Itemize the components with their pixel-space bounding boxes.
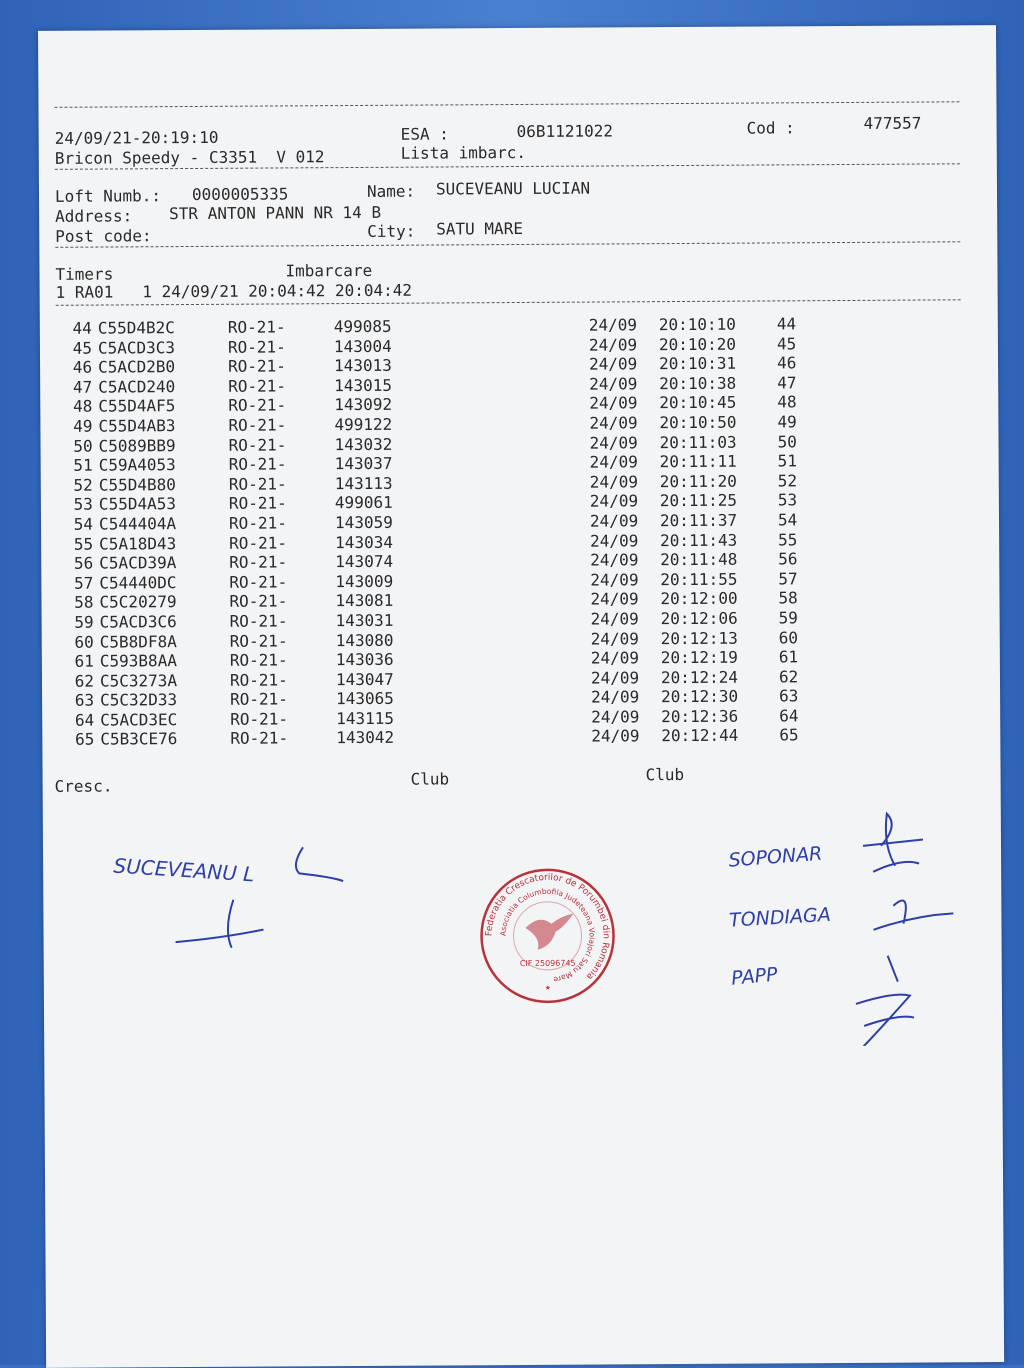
ring-prefix: RO-21- (228, 513, 287, 533)
arrival-time: 20:12:13 (660, 628, 738, 648)
row-index-right: 50 (777, 431, 797, 451)
ring-prefix: RO-21- (230, 728, 289, 749)
arrival-date: 24/09 (591, 707, 640, 727)
row-index: 52 (73, 475, 93, 495)
chip-id: C5B8DF8A (99, 631, 177, 652)
loft-label: Loft Numb.: (54, 186, 162, 206)
arrival-time: 20:12:30 (661, 686, 739, 707)
row-index-right: 44 (776, 314, 797, 334)
chip-id: C54440DC (99, 572, 177, 593)
stamp-outer-text: Federatia Crescatorilor de Porumbei din Romania (484, 872, 611, 982)
arrival-time: 20:10:31 (658, 353, 737, 374)
chip-id: C5ACD39A (99, 553, 177, 573)
arrival-time: 20:11:43 (660, 530, 738, 550)
row-index: 45 (72, 338, 93, 358)
ring-number: 143013 (334, 355, 392, 376)
arrival-date: 24/09 (588, 354, 638, 374)
cod-value: 477557 (863, 113, 922, 133)
ring-number: 499061 (334, 493, 393, 513)
arrival-time: 20:12:06 (660, 608, 738, 629)
row-index: 46 (72, 357, 93, 377)
city-label: City: (367, 221, 416, 241)
imbarcare-label: Imbarcare (285, 260, 373, 281)
printed-sheet (38, 25, 1004, 1368)
ring-prefix: RO-21- (228, 395, 287, 416)
row-index-right: 51 (777, 451, 797, 471)
row-index: 51 (73, 455, 93, 475)
chip-id: C5ACD3EC (100, 709, 178, 730)
chip-id: C55D4B2C (97, 318, 175, 338)
ring-prefix: RO-21- (229, 552, 288, 572)
row-index-right: 56 (778, 549, 798, 569)
row-index-right: 45 (776, 333, 797, 354)
arrival-time: 20:11:25 (659, 491, 738, 511)
cresc-label: Cresc. (54, 776, 113, 796)
ring-number: 143034 (335, 532, 393, 552)
arrival-date: 24/09 (589, 472, 639, 492)
row-index-right: 46 (776, 353, 797, 373)
row-index: 49 (73, 416, 93, 436)
ring-prefix: RO-21- (228, 454, 287, 474)
device-name: Bricon Speedy - C3351 V 012 (54, 147, 325, 168)
ring-prefix: RO-21- (227, 317, 286, 337)
ring-prefix: RO-21- (228, 356, 286, 376)
ring-prefix: RO-21- (229, 670, 288, 690)
arrival-date: 24/09 (589, 393, 638, 413)
arrival-time: 20:11:37 (659, 510, 738, 531)
ring-prefix: RO-21- (229, 591, 288, 612)
ring-number: 143015 (334, 375, 393, 395)
postcode-label: Post code: (55, 226, 152, 246)
arrival-date: 24/09 (589, 491, 639, 511)
arrival-date: 24/09 (590, 648, 640, 668)
chip-id: C5C32D33 (100, 690, 178, 710)
row-index: 55 (73, 534, 94, 554)
arrival-date: 24/09 (590, 589, 639, 609)
row-index: 58 (74, 592, 94, 613)
arrival-date: 24/09 (589, 432, 638, 453)
print-datetime: 24/09/21-20:19:10 (54, 127, 219, 148)
row-index-right: 58 (778, 588, 798, 608)
arrivals-table (54, 314, 820, 750)
row-index: 47 (72, 377, 93, 397)
ring-number: 143009 (335, 571, 394, 591)
esa-value: 06B1121022 (516, 121, 614, 142)
esa-label: ESA : (400, 124, 449, 144)
chip-id: C55D4B80 (98, 474, 176, 495)
row-index: 64 (74, 710, 95, 730)
arrival-date: 24/09 (590, 550, 639, 570)
dove-icon (525, 914, 573, 950)
arrival-date: 24/09 (589, 452, 638, 472)
arrival-time: 20:10:50 (659, 412, 737, 433)
row-index: 61 (74, 651, 94, 671)
ring-prefix: RO-21- (229, 532, 287, 553)
list-title: Lista imbarc. (400, 142, 527, 163)
breeder-signature-text: SUCEVEANU L (112, 853, 256, 887)
chip-id: C544404A (98, 514, 177, 534)
dashed-rule (55, 241, 960, 248)
name-label: Name: (366, 181, 416, 201)
chip-id: C593B8AA (99, 651, 177, 671)
arrival-time: 20:12:36 (661, 706, 739, 727)
arrival-date: 24/09 (591, 726, 640, 747)
row-index-right: 60 (778, 627, 799, 647)
ring-prefix: RO-21- (228, 415, 287, 435)
chip-id: C55D4AF5 (98, 396, 176, 416)
row-index-right: 52 (777, 471, 798, 491)
chip-id: C55D4AB3 (98, 416, 176, 436)
arrival-date: 24/09 (588, 334, 638, 355)
ring-prefix: RO-21- (228, 434, 287, 455)
row-index-right: 61 (778, 647, 799, 667)
ring-number: 143031 (335, 610, 394, 631)
ring-number: 143042 (336, 728, 395, 748)
timers-label: Timers (55, 264, 114, 284)
club-signatures (723, 805, 954, 1046)
row-index: 44 (72, 318, 92, 338)
club-signature-1: SOPONAR (727, 842, 824, 872)
ring-number: 143081 (335, 591, 394, 611)
name-value: SUCEVEANU LUCIAN (435, 178, 591, 199)
ring-prefix: RO-21- (227, 337, 286, 357)
arrival-time: 20:10:45 (659, 393, 737, 413)
chip-id: C5ACD3C6 (99, 611, 177, 632)
ring-prefix: RO-21- (228, 376, 287, 396)
stamp-cif: CIF 25096745 (519, 958, 576, 969)
ring-number: 143113 (334, 473, 393, 493)
chip-id: C55D4A53 (98, 494, 177, 514)
chip-id: C59A4053 (98, 455, 176, 475)
arrival-time: 20:12:19 (660, 647, 738, 668)
row-index: 48 (72, 396, 93, 417)
ring-number: 143092 (334, 395, 393, 415)
row-index-right: 55 (778, 529, 798, 549)
ring-prefix: RO-21- (230, 709, 289, 729)
arrival-time: 20:10:20 (658, 334, 737, 354)
cod-label: Cod : (746, 118, 795, 138)
arrival-time: 20:11:48 (660, 549, 738, 570)
arrival-date: 24/09 (590, 530, 639, 551)
loft-value: 0000005335 (191, 184, 289, 204)
club-label-1: Club (410, 769, 450, 789)
row-index: 60 (74, 632, 94, 652)
arrival-time: 20:12:00 (660, 588, 738, 609)
ring-prefix: RO-21- (230, 689, 288, 710)
arrival-date: 24/09 (591, 687, 640, 707)
arrival-time: 20:11:03 (659, 432, 737, 452)
breeder-signature (103, 829, 364, 971)
row-index: 65 (75, 730, 95, 750)
chip-id: C5ACD2B0 (98, 357, 176, 377)
chip-id: C5C3273A (99, 670, 178, 691)
chip-id: C5089BB9 (98, 435, 176, 456)
ring-number: 143074 (335, 551, 394, 572)
ring-prefix: RO-21- (229, 611, 288, 631)
arrival-date: 24/09 (590, 569, 639, 590)
table-row (56, 726, 819, 750)
ring-number: 143115 (336, 708, 395, 728)
row-index-right: 53 (777, 490, 798, 510)
row-index: 54 (73, 514, 94, 534)
arrival-time: 20:11:20 (659, 471, 737, 491)
ring-number: 499122 (334, 414, 393, 435)
arrival-time: 20:12:44 (661, 726, 739, 746)
arrival-date: 24/09 (589, 511, 639, 531)
arrival-date: 24/09 (590, 667, 640, 688)
club-label-2: Club (645, 764, 685, 785)
ring-number: 143080 (335, 630, 394, 650)
ring-prefix: RO-21- (228, 493, 287, 514)
row-index-right: 49 (777, 412, 797, 432)
row-index: 50 (73, 436, 93, 456)
club-stamp (477, 865, 618, 1006)
arrival-time: 20:10:38 (659, 373, 737, 393)
ring-number: 143004 (333, 336, 392, 356)
ring-prefix: RO-21- (228, 474, 287, 494)
row-index-right: 57 (778, 569, 798, 589)
ring-number: 143037 (334, 453, 393, 474)
row-index-right: 63 (779, 686, 799, 706)
arrival-time: 20:11:11 (659, 451, 737, 472)
row-index-right: 47 (777, 373, 797, 393)
stamp-inner-text: Asociatia Columbofila Judeteana Voiajori Satu Mare (498, 886, 597, 985)
ring-number: 143036 (335, 649, 394, 670)
address-label: Address: (55, 206, 133, 226)
arrival-time: 20:12:24 (660, 667, 739, 687)
timer-line: 1 RA01 1 24/09/21 20:04:42 20:04:42 (55, 280, 413, 302)
address-value: STR ANTON PANN NR 14 B (169, 202, 382, 224)
row-index: 62 (74, 671, 95, 691)
ring-number: 499085 (333, 316, 392, 337)
ring-number: 143059 (334, 512, 393, 533)
arrival-date: 24/09 (589, 413, 638, 433)
arrivals-body (54, 314, 820, 750)
arrival-time: 20:10:10 (658, 314, 736, 335)
ring-number: 143065 (336, 689, 394, 709)
club-signature-3: PAPP (730, 963, 779, 990)
chip-id: C5ACD240 (98, 376, 176, 397)
row-index: 56 (73, 553, 94, 573)
arrival-date: 24/09 (590, 609, 639, 629)
row-index-right: 54 (777, 510, 798, 530)
arrival-date: 24/09 (589, 374, 638, 394)
chip-id: C5B3CE76 (100, 729, 178, 750)
arrival-time: 20:11:55 (660, 569, 738, 589)
chip-id: C5C20279 (99, 592, 177, 612)
row-index: 53 (73, 494, 93, 515)
row-index: 57 (74, 573, 94, 593)
club-signature-2: TONDIAGA (728, 903, 832, 932)
city-value: SATU MARE (436, 218, 523, 239)
chip-id: C5ACD3C3 (97, 337, 176, 358)
chip-id: C5A18D43 (99, 533, 177, 554)
row-index-right: 59 (778, 608, 798, 628)
dashed-rule (54, 101, 959, 108)
row-index-right: 48 (777, 392, 797, 412)
row-index: 63 (74, 690, 95, 710)
row-index-right: 62 (778, 666, 799, 687)
ring-prefix: RO-21- (229, 650, 288, 670)
ring-number: 143047 (335, 669, 394, 689)
ring-prefix: RO-21- (229, 630, 288, 651)
row-index-right: 64 (779, 706, 799, 726)
arrival-date: 24/09 (588, 315, 638, 335)
arrival-date: 24/09 (590, 628, 639, 649)
star-icon: ★ (545, 982, 551, 993)
row-index: 59 (74, 612, 94, 632)
ring-number: 143032 (334, 434, 393, 454)
ring-prefix: RO-21- (229, 572, 288, 592)
row-index-right: 65 (779, 725, 799, 745)
